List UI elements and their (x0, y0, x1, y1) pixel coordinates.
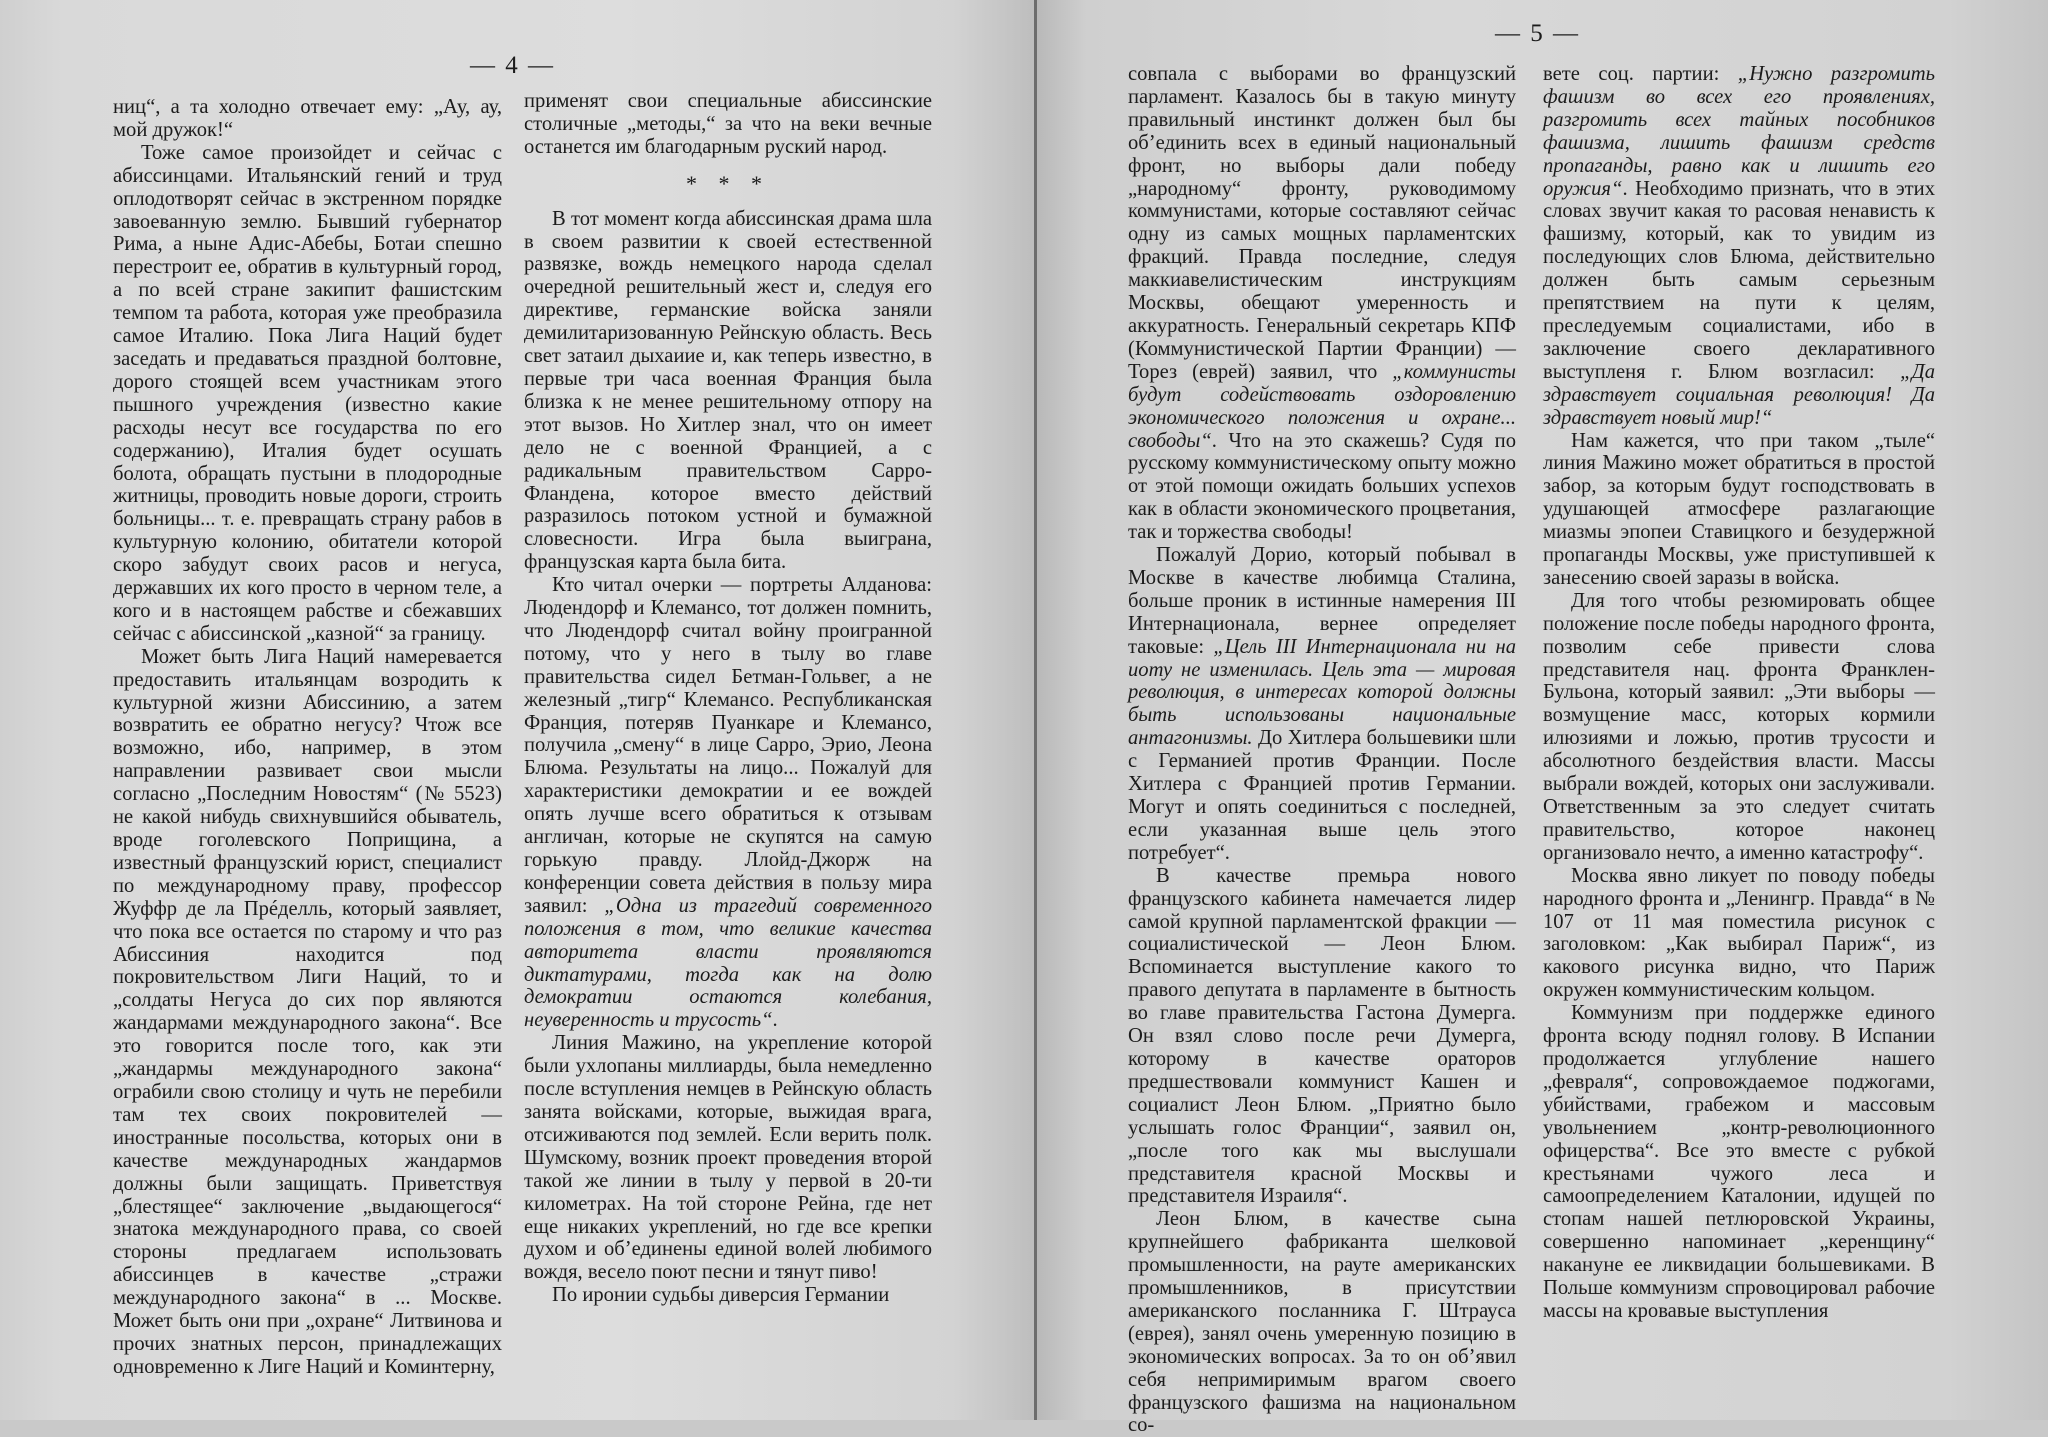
paragraph-text: . (772, 1009, 778, 1032)
paragraph: Тоже самое произойдет и сейчас с абиссинцами. Итальянский гений и труд оплодотворят сейчас в экстренном порядке завоеванную землю. Бывший губернатор Рима, а ныне Адис-Абебы, Ботаи спешно перестроит ее, обратив в культурный город, а по всей стране закипит фашистским темпом та работа, которая уже преобразила самое Италию. Пока Лига Наций будет заседать и предаваться праздной болтовне, дорого стоящей всем участникам этого пышного учреждения (известно какие расходы несут все государства по его содержанию), Италия будет осушать болота, обращать пустыни в плодородные житницы, проводить новые дороги, строить больницы... т. е. превращать страну рабов в культурную колонию, обитатели которой скоро забудут своих расов и негуса, державших их кого просто в черном теле, а кого и в настоящем рабстве и сбежавших сейчас с абиссинской „казной“ за границу. (113, 141, 502, 645)
paragraph-text: . Что на это скажешь? Судя по русскому коммунистическому опыту можно от этой помощи ожидать больших успехов как в области экономического процветания, так и торжества свободы! (1128, 429, 1516, 544)
paragraph: применят свои специальные абиссинские столичные „методы,“ за что на веки вечные останется им благодарным руский народ. (524, 90, 932, 158)
italic-quote: „коммунисты будут содействовать оздоровлению экономического положения и охране... свободы“ (1128, 360, 1516, 452)
paragraph: Для того чтобы резюмировать общее положение после победы народного фронта, позволим себе привести слова представителя нац. фронта Франклен-Бульона, который заявил: „Эти выборы — возмущение масс, которых кормили илюзиями и ложью, против трусости и абсолютного бездействия власти. Массы выбрали вождей, которых они заслуживали. Ответственным за это следует считать правительство, которое наконец организовало нечто, а именно катастрофу“. (1543, 589, 1935, 864)
paragraph: ниц“, а та холодно отвечает ему: „Ау, ау, мой дружок!“ (113, 96, 502, 141)
book-gutter (1034, 0, 1037, 1420)
page-number-4: — 4 — (470, 52, 555, 79)
paragraph: Линия Мажино, на укрепление которой были ухлопаны миллиарды, была немедленно после вступления немцев в Рейнскую область занята войсками, которые, выжидая врага, отсиживаются под землей. Если верить полк. Шумскому, возник проект проведения второй такой же линии в тылу у первой в 20-ти километрах. На той стороне Рейна, где нет еще никаких укреплений, но где все крепки духом и об’единены единой волей любимого вождя, весело поют песни и тянут пиво! (524, 1032, 932, 1284)
paragraph-text: . Необходимо признать, что в этих словах звучит какая то расовая ненависть к фашизму, который, как то увидим из последующих слов Блюма, действительно должен быть самым серьезным препятствием на пути к целям, преследуемым социалистами, ибо в заключение своего декларативного выступленя г. Блюм возгласил: (1543, 177, 1935, 383)
paragraph: В качестве премьра нового французского кабинета намечается лидер самой крупной парламентской фракции — социалистической — Леон Блюм. Вспоминается выступление какого то правого депутата в парламенте в бытность во главе правительства Гастона Думерга. Он взял слово после речи Думерга, которому в качестве ораторов предшествовали коммунист Кашен и социалист Леон Блюм. „Приятно было услышать голос Франции“, заявил он, „после того как мы выслушали представителя красной Москвы и представителя Израиля“. (1128, 864, 1516, 1208)
page-5-column-2 (1543, 63, 1935, 1323)
page-4-column-1 (113, 96, 502, 1379)
paragraph: Леон Блюм, в качестве сына крупнейшего фабриканта шелковой промышленности, на рауте американских промышленников, в присутствии американского посланника Г. Штрауса (еврея), занял очень умеренную позицию в экономических вопросах. За то он об’явил себя непримиримым врагом своего французского фашизма на национальном со- (1128, 1208, 1516, 1437)
paragraph: По иронии судьбы диверсия Германии (552, 1284, 890, 1307)
paragraph-text: До Хитлера большевики шли с Германией против Франции. После Хитлера с Францией против Германии. Могут и опять соединиться с последней, если указанная выше цель этого потребует“. (1128, 727, 1516, 864)
italic-quote: „Цель III Интернационала ни на иоту не изменилась. Цель эта — мировая революция, в интересах которой должны быть использованы национальные антагонизмы. (1128, 635, 1517, 750)
paragraph-with-quote (1128, 544, 1516, 865)
paragraph-text: Кто читал очерки — портреты Алданова: Людендорф и Клемансо, тот должен помнить, что Людендорф считал войну проигранной потому, что у него в тылу во главе правительства сидел Бетман-Гольвег, а не железный „тигр“ Клемансо. Республиканская Франция, потеряв Пуанкаре и Клемансо, получила „смену“ в лице Сарро, Эрио, Леона Блюма. Результаты на лицо... Пожалуй для характеристики демократии и ее вождей опять лучше всего обратиться к отзывам англичан, которые не скупятся на самую горькую правду. Ллойд-Джорж на конференции совета действия в пользу мира заявил: (524, 574, 932, 917)
italic-quote: „Одна из трагедий современного положения в том, что великие качества авторитета власти проявляются диктатурами, тогда как на долю демократии остаются колебания, неуверенность и трусость“ (524, 894, 932, 1032)
paragraph-with-quote (524, 574, 932, 1032)
page-5-column-1 (1128, 63, 1516, 1437)
paragraph: Москва явно ликует по поводу победы народного фронта и „Ленингр. Правда“ в № 107 от 11 мая поместила рисунок с заголовком: „Как выбирал Париж“, из какового рисунка видно, что Париж окружен коммунистическим кольцом. (1543, 864, 1935, 1002)
paragraph-text: вете соц. партии: (1543, 63, 1738, 85)
paragraph-with-quote (1128, 63, 1516, 544)
italic-quote: „Да здравствует социальная революция! Да здравствует новый мир!“ (1543, 360, 1935, 429)
paragraph-text: Пожалуй Дорио, который побывал в Москве в качестве любимца Сталина, больше проник в истинные намерения III Интернационала, вернее определяет таковые: (1128, 544, 1516, 658)
page-4-column-2 (524, 90, 932, 1307)
paragraph-with-quote (1543, 63, 1935, 430)
paragraph: Нам кажется, что при таком „тыле“ линия Мажино может обратиться в простой забор, за которым будут господствовать в удушающей атмосфере разлагающие миазмы эпопеи Ставицкого и безудержной пропаганды Москвы, уже приступившей к занесению своей заразы в войска. (1543, 429, 1935, 589)
paragraph: Может быть Лига Наций намеревается предоставить итальянцам возродить к культурной жизни Абиссинию, а затем возвратить ее обратно негусу? Чтож все возможно, ибо, например, в этом направлении развивает свои мысли согласно „Последним Новостям“ (№ 5523) не какой нибудь свихнувшийся обыватель, вроде гоголевского Поприщина, а известный французский юрист, специалист по международному праву, профессор Жуффр де ла Прéделль, который заявляет, что пока все остается по старому и что раз Абиссиния находится под покровительством Лиги Наций, то и „солдаты Негуса до сих пор являются жандармами международного закона“. Все это говорится после того, как эти „жандармы международного закона“ ограбили свою столицу и чуть не перебили там тех своих покровителей — иностранные посольства, которых они в качестве международных жандармов должны были защищать. Приветствуя „блестящее“ заключение „выдающегося“ знатока международного права, со своей стороны предлагаем использовать абиссинцев в качестве „стражи международного закона“ в ... Москве. Может быть они при „охране“ Литвинова и прочих знатных персон, принадлежащих одновременно к Лиге Наций и Коминтерну, (113, 645, 502, 1378)
page-number-5: — 5 — (1495, 20, 1580, 47)
section-separator: * * * (686, 170, 770, 196)
paragraph: Коммунизм при поддержке единого фронта всюду поднял голову. В Испании продолжается углубление нашего „февраля“, сопровождаемое поджогами, убийствами, грабежом и массовым увольнением „контр-революционного офицерства“. Все это вместе с рубкой крестьянами чужого леса и самоопределением Каталонии, идущей по стопам нашей петлюровской Украины, совершенно напоминает „керенщину“ накануне ее ликвидации большевиками. В Польше коммунизм спровоцировал рабочие массы на кровавые выступления (1543, 1002, 1935, 1322)
paragraph: В тот момент когда абиссинская драма шла в своем развитии к своей естественной развязке, вождь немецкого народа сделал очередной решительный жест и, следуя его директиве, германские войска заняли демилитаризованную Рейнскую область. Весь свет затаил дыхаиие и, как теперь известно, в первые три часа военная Франция была близка к не менее решительному отпору на этот вызов. Но Хитлер знал, что он имеет дело не с военной Францией, а с радикальным правительством Сарро-Фландена, которое вместо действий разразилось потоком устной и бумажной словесности. Игра была выиграна, французская карта была бита. (524, 207, 932, 574)
italic-quote: „Нужно разгромить фашизм во всех его проявлениях, разгромить всех тайных пособников фашизма, лишить фашизм средств пропаганды, равно как и лишить его оружия“ (1543, 63, 1935, 200)
paragraph-text: совпала с выборами во французский парламент. Казалось бы в такую минуту правильный инстинкт должен был бы об’единить всех в единый национальный фронт, но выборы дали победу „народному“ фронту, руководимому коммунистами, которые составляют сейчас одну из самых мощных парламентских фракций. Правда последние, следуя маккиавелистическим инструкциям Москвы, обещают умеренность и аккуратность. Генеральный секретарь КПФ (Коммунистической Партии Франции) — Торез (еврей) заявил, что (1128, 63, 1516, 383)
